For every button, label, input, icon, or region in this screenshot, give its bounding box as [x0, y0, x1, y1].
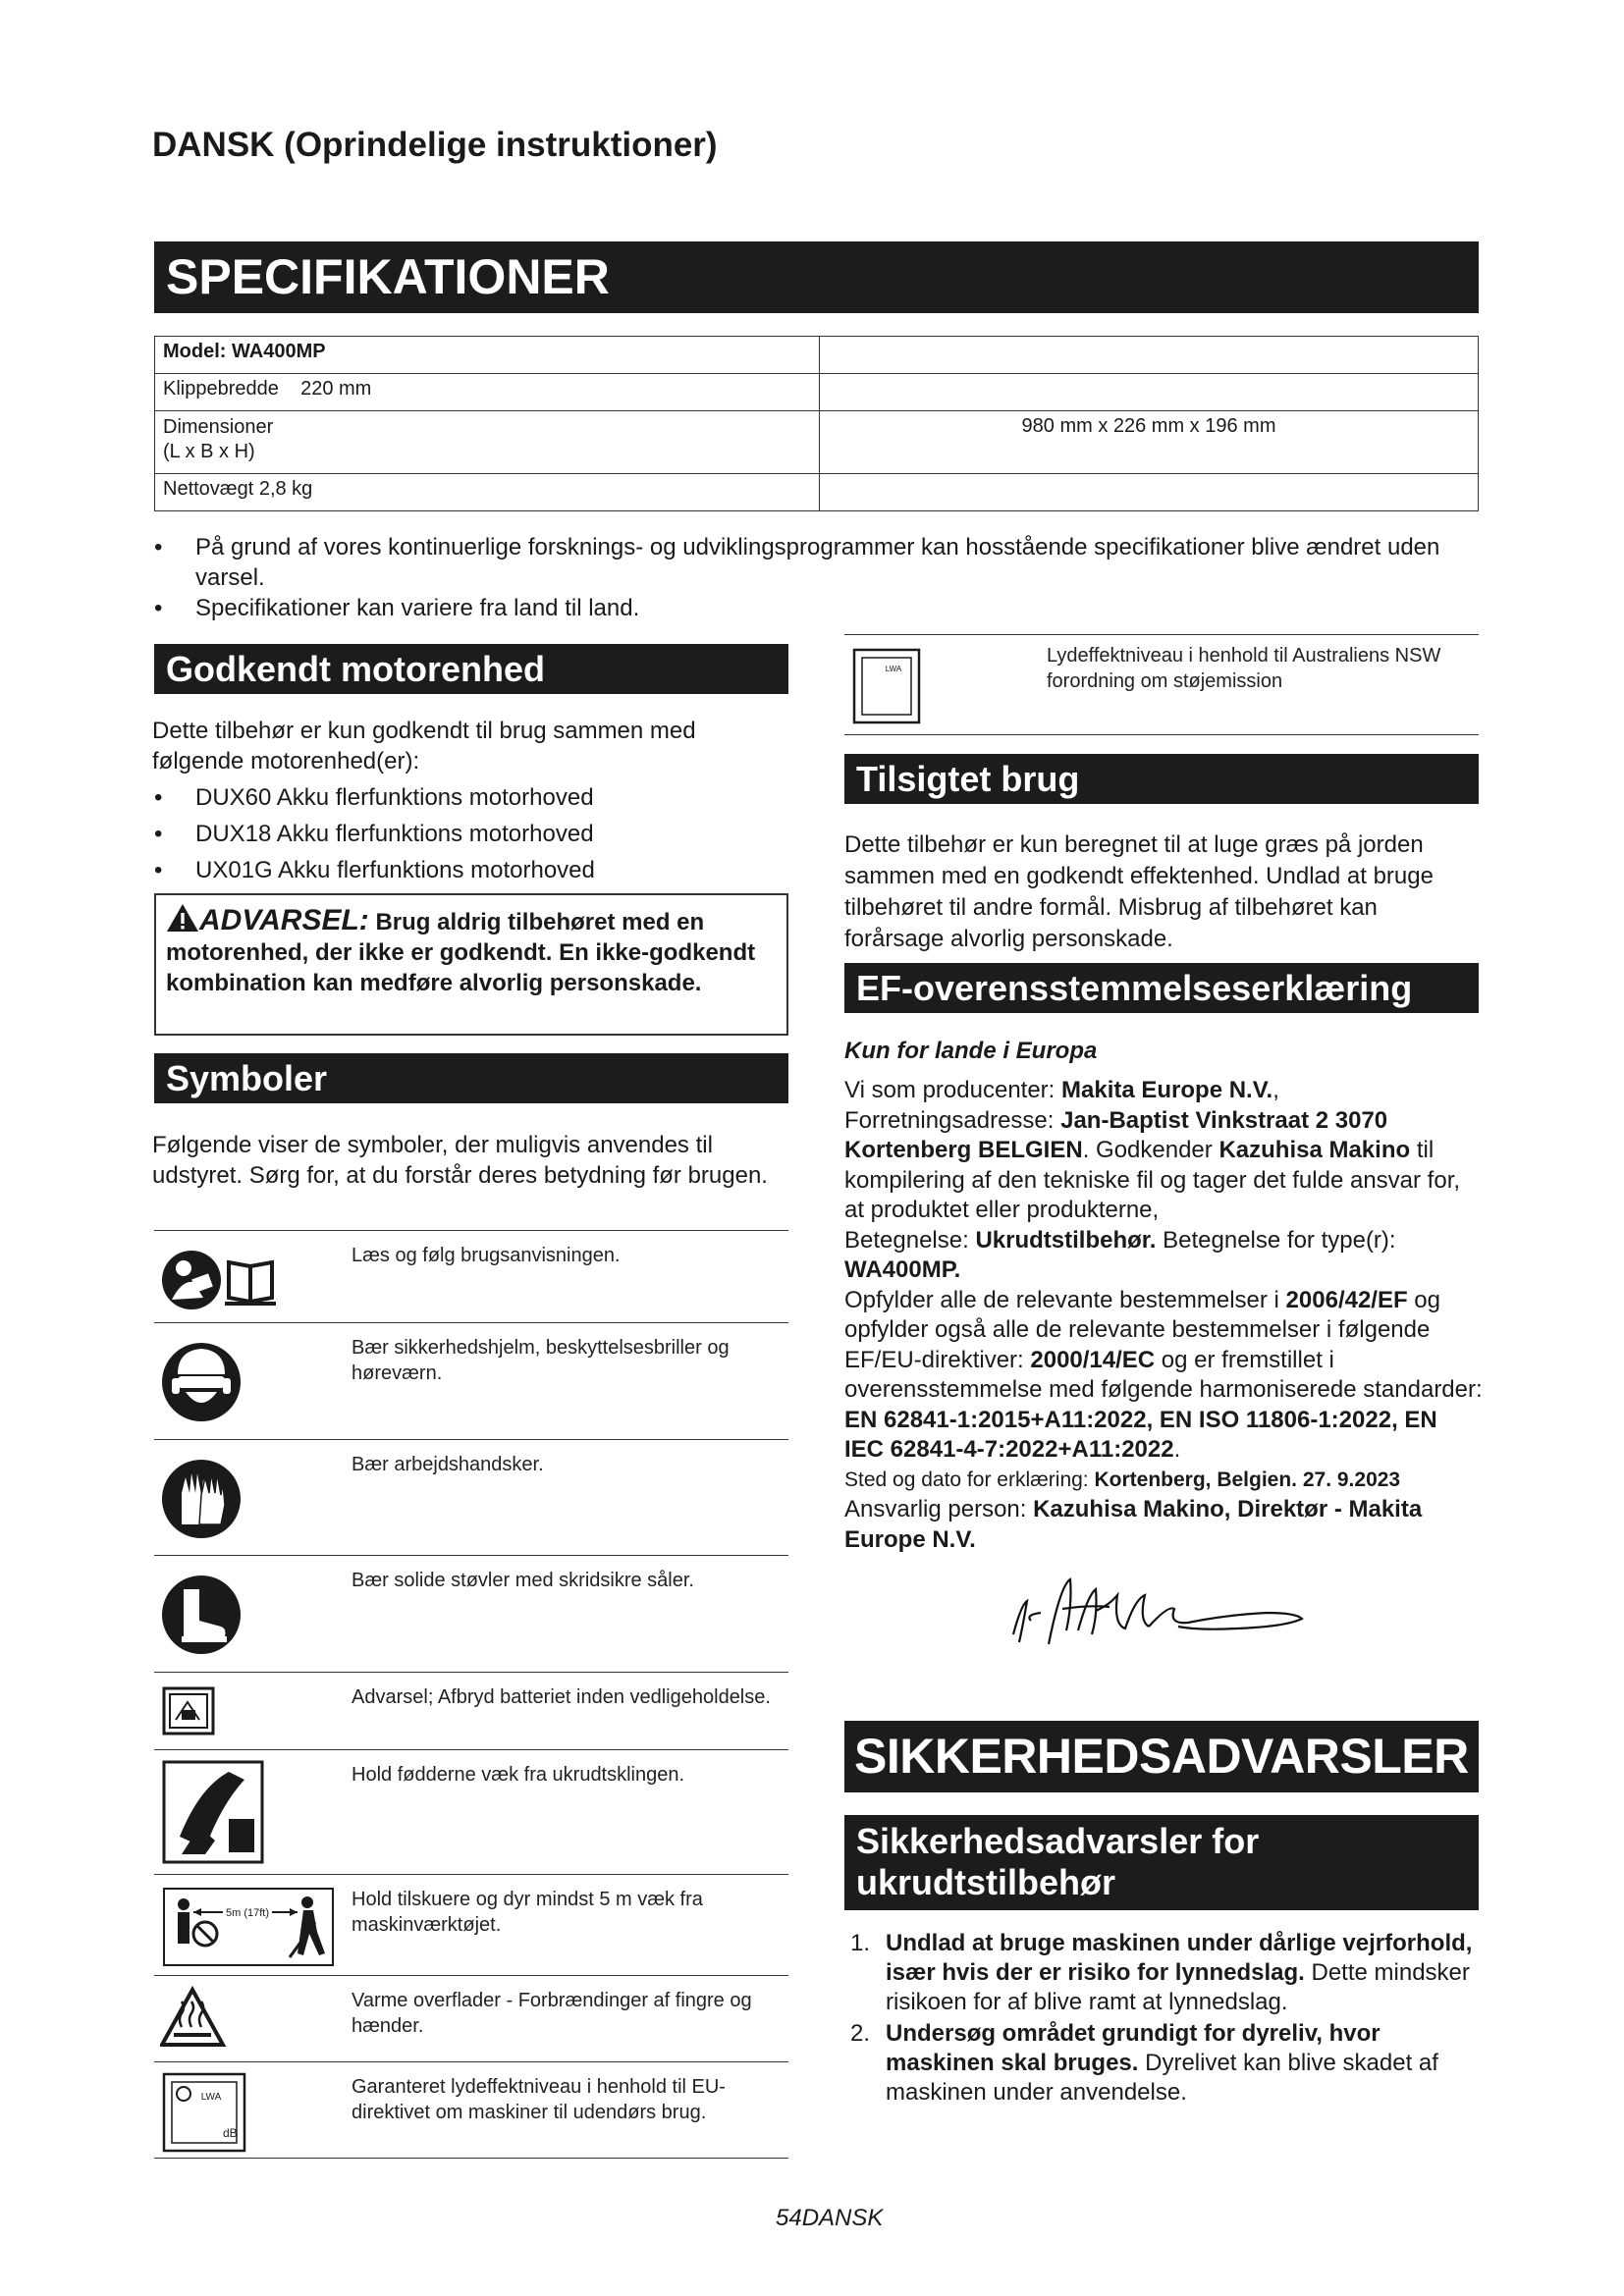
safety-warnings-banner: SIKKERHEDSADVARSLER	[844, 1721, 1479, 1792]
safety-item: 1. Undlad at bruge maskinen under dårlige vejrforhold, især hvis der er risiko for lynnedslag. Dette mindsker risikoen for af blive ramt at lynnedslag.	[850, 1930, 1473, 2015]
helmet-goggles-ear-icon	[160, 1331, 248, 1429]
spec-label-cell: Klippebredde 220 mm	[155, 374, 820, 411]
warning-word: ADVARSEL:	[199, 904, 369, 936]
symbol-row	[154, 1322, 788, 1439]
ec-paragraph-responsible: Ansvarlig person: Kazuhisa Makino, Direktør - Makita Europe N.V.	[844, 1496, 1423, 1553]
symbol-row	[154, 1439, 788, 1555]
sound-power-label: LWA	[200, 2092, 222, 2103]
sound-power-nsw-icon	[852, 648, 923, 726]
symbol-row	[154, 2061, 788, 2158]
disconnect-battery-icon	[160, 1681, 229, 1739]
approved-unit: • DUX18 Akku flerfunktions motorhoved	[154, 816, 788, 852]
footer-language: DANSK	[801, 2205, 884, 2231]
approved-unit: • DUX60 Akku flerfunktions motorhoved	[154, 779, 788, 816]
nsw-icon-label: LWA	[885, 665, 902, 673]
symbol-row	[154, 1975, 788, 2061]
language-title: DANSK (Oprindelige instruktioner)	[152, 126, 718, 164]
ec-declaration-heading: EF-overensstemmelseserklæring	[844, 963, 1479, 1013]
distance-5m-icon	[160, 1883, 337, 1971]
approved-intro: Dette tilbehør er kun godkendt til brug sammen med følgende motorenhed(er):	[152, 718, 696, 774]
symbol-text: Garanteret lydeffektniveau i henhold til EU-direktivet om maskiner til udendørs brug.	[352, 2076, 726, 2123]
ec-subtitle: Kun for lande i Europa	[844, 1038, 1098, 1064]
sound-power-eu-icon	[160, 2070, 248, 2155]
specifications-banner: SPECIFIKATIONER	[154, 241, 1479, 313]
symbol-text: Hold tilskuere og dyr mindst 5 m væk fra maskinværktøjet.	[352, 1889, 703, 1936]
approved-unit-heading: Godkendt motorenhed	[154, 644, 788, 694]
symbol-row	[154, 1749, 788, 1874]
ec-paragraph-manufacturer: Vi som producenter: Makita Europe N.V., Forretningsadresse: Jan-Baptist Vinkstraat 2 3070 Kortenberg BELGIEN. Godkender Kazuhisa Makino til kompilering af den tekniske fil og tager det fulde ansvar for, at produktet eller produkterne,	[844, 1077, 1461, 1223]
warning-triangle-icon	[166, 903, 199, 933]
symbol-text: Læs og følg brugsanvisningen.	[352, 1245, 621, 1266]
spec-value-cell: 980 mm x 226 mm x 196 mm	[820, 411, 1479, 474]
spec-label-cell: Nettovægt 2,8 kg	[155, 474, 820, 511]
safety-subheading: Sikkerhedsadvarsler for ukrudtstilbehør	[844, 1815, 1479, 1910]
feet-away-icon	[160, 1758, 268, 1866]
symbol-text: Bær sikkerhedshjelm, beskyttelsesbriller og høreværn.	[352, 1337, 730, 1384]
symbols-intro: Følgende viser de symboler, der muligvis anvendes til udstyret. Sørg for, at du forstår deres betydning før brugen.	[152, 1132, 768, 1189]
nsw-row-top	[844, 634, 1479, 635]
page-number: 54	[776, 2205, 802, 2231]
symbol-text: Hold fødderne væk fra ukrudtsklingen.	[352, 1764, 685, 1786]
spec-note: • På grund af vores kontinuerlige forsknings- og udviklingsprogrammer kan hosstående specifikationer blive ændret uden varsel.	[154, 532, 1480, 593]
page-footer	[776, 2205, 883, 2232]
intended-use-heading: Tilsigtet brug	[844, 754, 1479, 804]
signature-image	[1001, 1566, 1316, 1654]
symbol-row	[154, 1672, 788, 1749]
safety-list	[844, 1929, 1483, 2109]
spec-table	[154, 336, 1479, 511]
ec-paragraph-directives: Opfylder alle de relevante bestemmelser i 2006/42/EF og opfylder også alle de relevante bestemmelser i følgende EF/EU-direktiver: 2000/14/EC og er fremstillet i overensstemmelse med følgende harmoniserede standarder: EN 62841-1:2015+A11:2022, EN ISO 11806-1:2022, EN IEC 62841-4-7:2022+A11:2022.	[844, 1286, 1483, 1463]
spec-value-cell	[820, 374, 1479, 411]
svg-text:dB: dB	[223, 2126, 238, 2140]
distance-label: 5m (17ft)	[225, 1907, 270, 1919]
spec-notes	[154, 532, 1480, 623]
hot-surface-icon	[160, 1984, 229, 2053]
symbol-row	[154, 1230, 788, 1322]
symbols-table-bottom	[154, 2158, 788, 2159]
nsw-text: Lydeffektniveau i henhold til Australiens NSW forordning om støjemission	[1047, 645, 1441, 692]
symbol-text: Advarsel; Afbryd batteriet inden vedligeholdelse.	[352, 1686, 771, 1708]
warning-text: Brug aldrig tilbehøret med en motorenhed, der ikke er godkendt. En ikke-godkendt kombination kan medføre alvorlig personskade.	[166, 909, 756, 996]
spec-value-cell	[820, 474, 1479, 511]
symbol-text: Bær arbejdshandsker.	[352, 1454, 544, 1475]
ec-paragraph-designation: Betegnelse: Ukrudtstilbehør. Betegnelse for type(r): WA400MP.	[844, 1226, 1396, 1283]
ec-paragraph-place-date: Sted og dato for erklæring: Kortenberg, Belgien. 27. 9.2023	[844, 1468, 1401, 1491]
warning-box	[154, 893, 788, 1036]
boots-icon	[160, 1564, 248, 1662]
spec-note: • Specifikationer kan variere fra land til land.	[154, 593, 1480, 623]
symbol-text: Varme overflader - Forbrændinger af fingre og hænder.	[352, 1990, 752, 2037]
gloves-icon	[160, 1448, 248, 1546]
symbols-heading: Symboler	[154, 1053, 788, 1103]
symbol-row	[154, 1874, 788, 1975]
safety-item: 2. Undersøg området grundigt for dyreliv, hvor maskinen skal bruges. Dyrelivet kan blive skadet af maskinen under anvendelse.	[850, 2020, 1438, 2106]
intended-use-text: Dette tilbehør er kun beregnet til at luge græs på jorden sammen med en godkendt effektenhed. Undlad at bruge tilbehøret til andre formål. Misbrug af tilbehøret kan forårsage alvorlig personskade.	[844, 831, 1434, 952]
symbol-text: Bær solide støvler med skridsikre såler.	[352, 1570, 694, 1591]
approved-unit: • UX01G Akku flerfunktions motorhoved	[154, 852, 788, 888]
approved-units-list	[154, 779, 788, 888]
ec-declaration-body	[844, 1076, 1483, 1555]
spec-label-cell: Dimensioner (L x B x H)	[155, 411, 820, 474]
read-manual-icon	[160, 1239, 278, 1317]
spec-value-cell	[820, 337, 1479, 374]
symbol-row	[154, 1555, 788, 1672]
model-cell: Model: WA400MP	[155, 337, 820, 374]
nsw-row-bottom	[844, 734, 1479, 735]
